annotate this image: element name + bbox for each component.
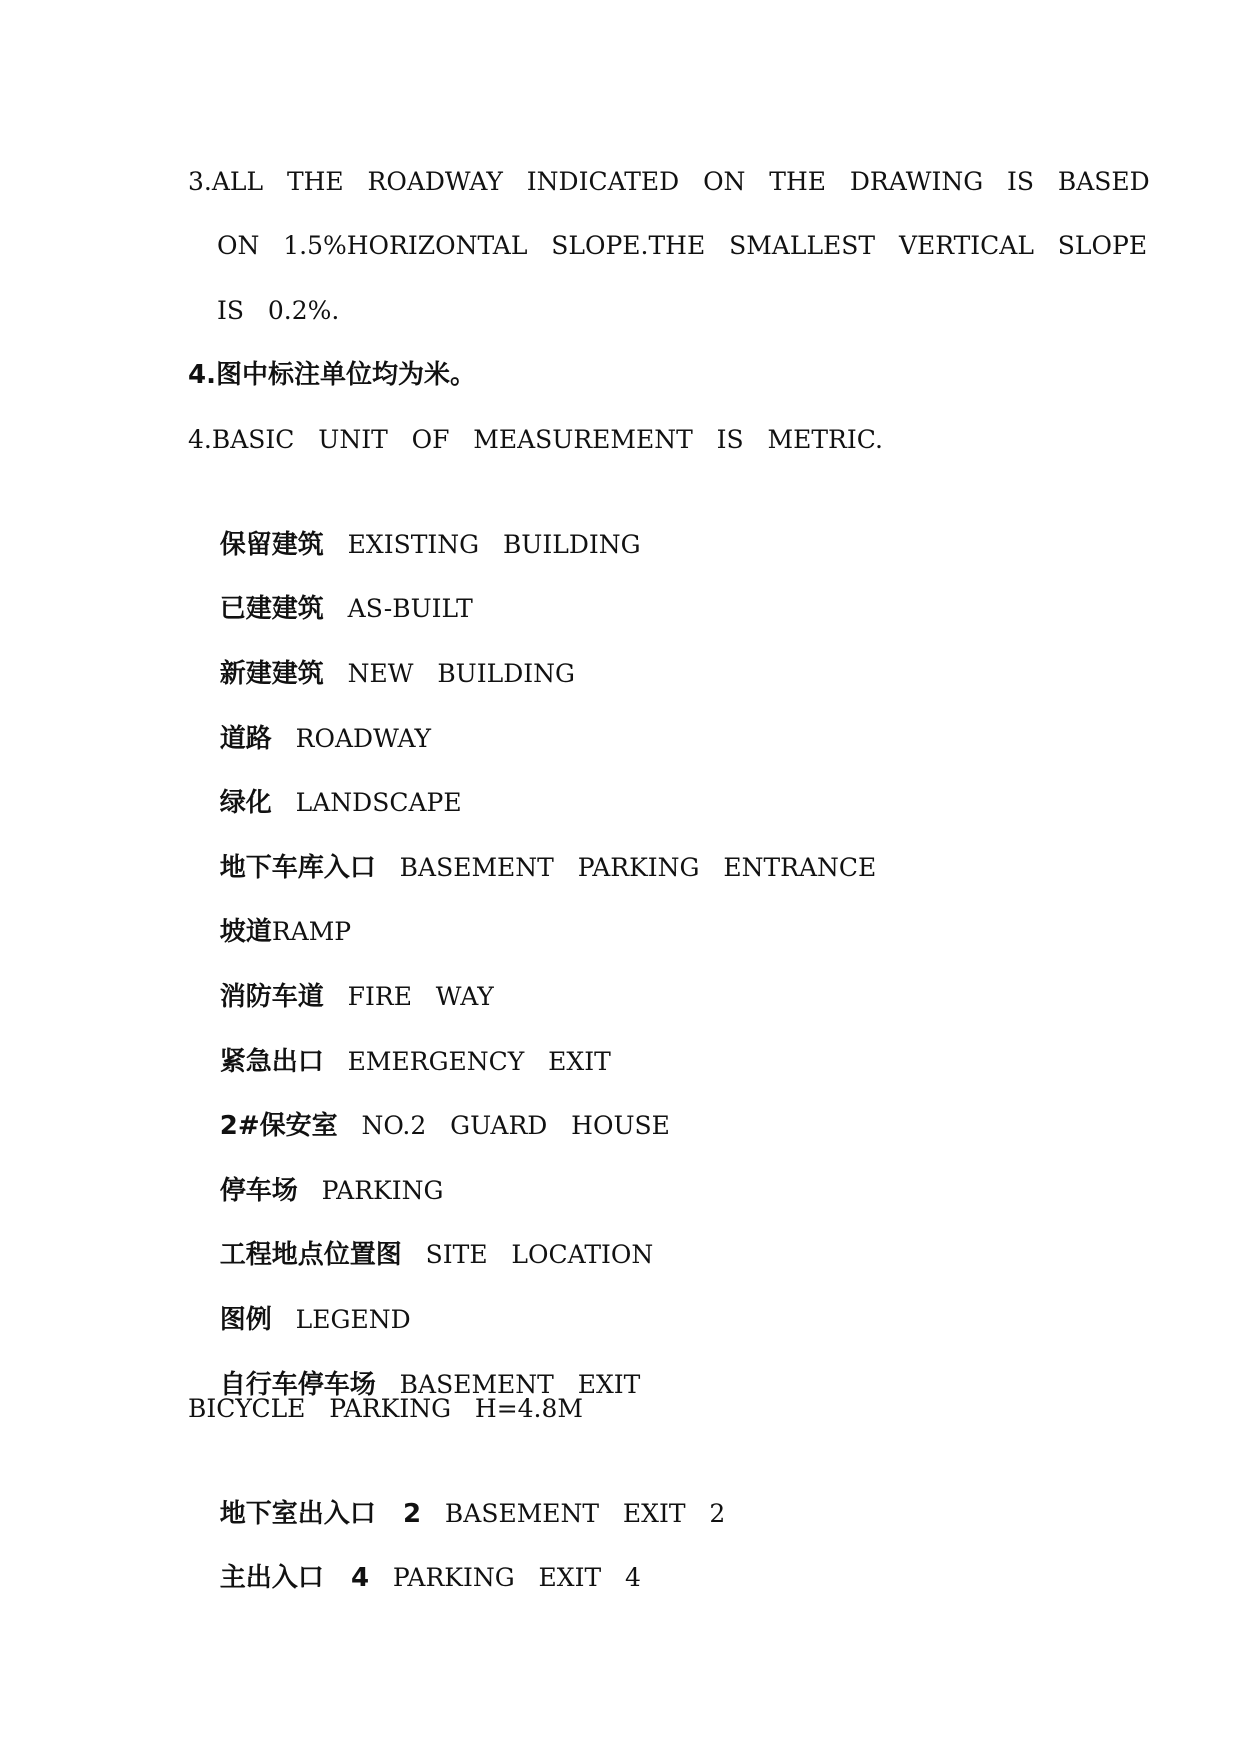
legend-item-en: SITE LOCATION — [401, 1240, 654, 1269]
exit-item-basement-exit — [188, 1454, 726, 1529]
exit-item-cn: 地下室出入口 2 — [219, 1499, 422, 1529]
legend-item-as-built — [188, 549, 473, 624]
legend-item-cn: 已建建筑 — [219, 594, 324, 624]
legend-item-en: LANDSCAPE — [271, 788, 462, 817]
legend-item-en: FIRE WAY — [323, 982, 494, 1011]
exit-item-parking-exit — [188, 1518, 641, 1593]
legend-item-en: LEGEND — [271, 1305, 411, 1334]
legend-item-roadway — [188, 679, 432, 754]
note-4-chinese: 4.图中标注单位均为米。 — [188, 360, 476, 390]
legend-item-cn: 停车场 — [219, 1176, 298, 1206]
legend-item-en: BASEMENT PARKING ENTRANCE — [375, 853, 877, 882]
legend-item-existing-building — [188, 485, 641, 560]
legend-item-cn: 紧急出口 — [219, 1047, 324, 1077]
legend-item-cn: 绿化 — [219, 788, 272, 818]
legend-item-en: ROADWAY — [271, 724, 432, 753]
legend-item-cn: 工程地点位置图 — [219, 1240, 402, 1270]
legend-item-en: NEW BUILDING — [323, 659, 575, 688]
legend-item-ramp — [188, 872, 352, 947]
note-3-line-2: ON 1.5%HORIZONTAL SLOPE.THE SMALLEST VERTICAL SLOPE — [217, 231, 1148, 260]
legend-item-cn: 新建建筑 — [219, 659, 324, 689]
legend-item-en: EXISTING BUILDING — [323, 530, 641, 559]
legend-item-guard-house — [188, 1066, 670, 1141]
exit-item-en: PARKING EXIT 4 — [369, 1563, 641, 1592]
legend-item-basement-parking-entrance — [188, 808, 877, 883]
legend-item-cn: 地下车库入口 — [219, 853, 376, 883]
exit-item-cn: 主出入口 4 — [219, 1563, 370, 1593]
note-3-line-3: IS 0.2%. — [217, 296, 340, 325]
legend-item-en: AS-BUILT — [323, 594, 473, 623]
legend-item-en: BASEMENT EXIT — [375, 1370, 641, 1399]
note-4-english: 4.BASIC UNIT OF MEASUREMENT IS METRIC. — [188, 425, 883, 454]
legend-item-cn: 消防车道 — [219, 982, 324, 1012]
legend-item-bicycle-parking — [188, 1325, 641, 1400]
legend-item-cn: 坡道 — [219, 917, 272, 947]
legend-item-cn: 道路 — [219, 724, 272, 754]
legend-item-legend — [188, 1260, 411, 1335]
legend-item-site-location — [188, 1195, 654, 1270]
legend-item-en: PARKING — [297, 1176, 444, 1205]
note-3-line-1: 3.ALL THE ROADWAY INDICATED ON THE DRAWING IS BASED — [188, 167, 1150, 196]
legend-item-cn: 2#保安室 — [219, 1111, 338, 1141]
legend-item-en: RAMP — [271, 917, 352, 946]
bicycle-parking-line: BICYCLE PARKING H=4.8M — [188, 1394, 584, 1423]
legend-item-emergency-exit — [188, 1002, 611, 1077]
legend-item-fire-way — [188, 937, 494, 1012]
legend-item-new-building — [188, 614, 575, 689]
legend-item-cn: 保留建筑 — [219, 530, 324, 560]
legend-item-cn: 图例 — [219, 1305, 272, 1335]
legend-item-cn: 自行车停车场 — [219, 1370, 376, 1400]
legend-item-landscape — [188, 743, 462, 818]
legend-item-parking — [188, 1131, 444, 1206]
exit-item-en: BASEMENT EXIT 2 — [421, 1499, 726, 1528]
legend-item-en: NO.2 GUARD HOUSE — [337, 1111, 670, 1140]
legend-item-en: EMERGENCY EXIT — [323, 1047, 611, 1076]
